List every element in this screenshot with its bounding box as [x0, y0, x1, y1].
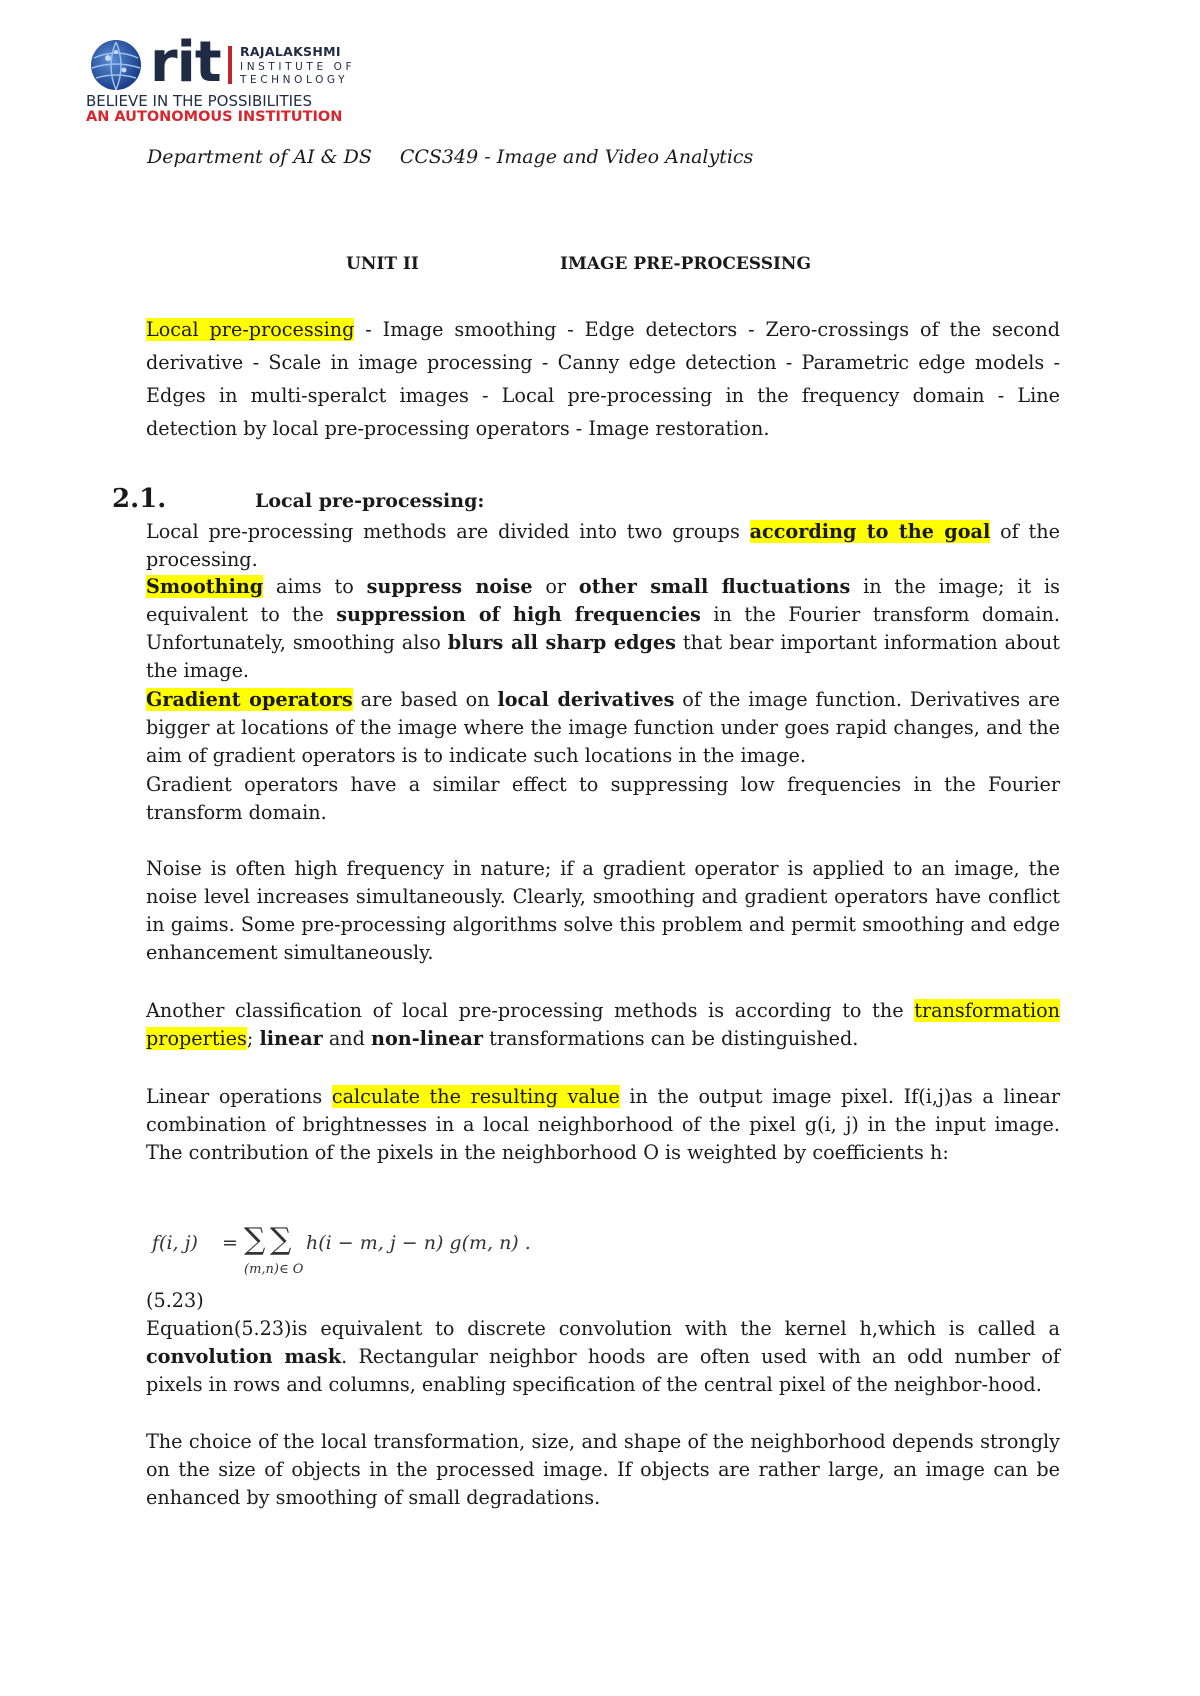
p6-text-d: transformations can be distinguished.: [482, 1027, 859, 1050]
paragraph-9: [146, 1315, 1060, 1399]
p3-highlight: Gradient operators: [146, 688, 353, 711]
p2-bold-1: suppress noise: [366, 575, 533, 598]
logo-autonomous: AN AUTONOMOUS INSTITUTION: [86, 109, 343, 125]
department-name: Department of AI & DS: [147, 146, 372, 168]
logo-name: RAJALAKSHMI: [240, 44, 341, 59]
p6-highlight: transformation properties: [146, 999, 1060, 1050]
p2-bold-4: blurs all sharp edges: [447, 631, 676, 654]
logo-separator: [228, 46, 232, 84]
institution-logo: [86, 30, 386, 126]
p2-bold-2: other small fluctuations: [578, 575, 851, 598]
p2-text-a: aims to: [263, 575, 367, 598]
convolution-equation: [152, 1222, 572, 1280]
p7-text-b: in the output image pixel. If(i,j)as a linear combination of brightnesses in a local neighborhood of the pixel g(i, j) in the input image. The contribution of the pixels in the neighborhood O is weighted by coefficients h:: [146, 1085, 1060, 1164]
p3-text-c: of the image function. Derivatives are bigger at locations of the image where the image function under goes rapid changes, and the aim of gradient operators is to indicate such locations in the image.: [146, 688, 1061, 767]
section-number: 2.1.: [112, 484, 167, 514]
p7-text-a: Linear operations: [146, 1085, 332, 1108]
logo-subtitle-2: TECHNOLOGY: [240, 74, 349, 86]
paragraph-6: [146, 997, 1060, 1053]
syllabus-paragraph: [146, 313, 1060, 445]
equation-equals: =: [222, 1232, 238, 1254]
equation-subscript: (m,n)∈ O: [244, 1262, 304, 1277]
paragraph-3: [146, 686, 1060, 770]
p6-text-b: ;: [246, 1027, 260, 1050]
p6-text-a: Another classification of local pre-processing methods is according to the: [146, 999, 915, 1022]
course-name: CCS349 - Image and Video Analytics: [399, 146, 754, 168]
unit-label: UNIT II: [346, 254, 419, 274]
p2-text-d: in the image; it is equivalent to the: [146, 575, 1060, 626]
logo-tagline: BELIEVE IN THE POSSIBILITIES: [86, 92, 313, 110]
p3-bold-1: local derivatives: [497, 688, 675, 711]
summation-symbol-2: ∑: [270, 1222, 292, 1257]
logo-brand: rit: [150, 30, 221, 95]
p1-text-a: Local pre-processing methods are divided into two groups: [146, 520, 750, 543]
header-line: [147, 146, 753, 168]
p1-text-b: of the processing.: [146, 520, 1060, 571]
paragraph-1: [146, 518, 1060, 574]
p2-text-e: in the Fourier transform domain. Unfortunately, smoothing also: [146, 603, 1060, 654]
syllabus-highlight: Local pre-processing: [146, 318, 355, 341]
p3-text-a: are based on: [352, 688, 498, 711]
p6-bold-1: linear: [259, 1027, 323, 1050]
paragraph-7: [146, 1083, 1060, 1167]
p7-highlight: calculate the resulting value: [331, 1085, 620, 1108]
paragraph-4: Gradient operators have a similar effect to suppressing low frequencies in the Fourier transform domain.: [146, 773, 1060, 824]
syllabus-text: - Image smoothing - Edge detectors - Zero-crossings of the second derivative - Scale in image processing - Canny edge detection - Parametric edge models - Edges in multi-speralct images - Local pre-processing in the frequency domain - Line detection by local pre-processing operators - Image restoration.: [146, 318, 1061, 440]
p9-text-c: . Rectangular neighbor hoods are often used with an odd number of pixels in rows and columns, enabling specification of the central pixel of the neighbor-hood.: [146, 1345, 1060, 1396]
section-title: Local pre-processing:: [255, 490, 485, 512]
paragraph-5: Noise is often high frequency in nature; if a gradient operator is applied to an image, the noise level increases simultaneously. Clearly, smoothing and gradient operators have conflict in gaims. Some pre-processing algorithms solve this problem and permit smoothing and edge enhancement simultaneously.: [146, 857, 1060, 964]
equation-rhs: h(i − m, j − n) g(m, n) .: [306, 1232, 531, 1254]
summation-symbol-1: ∑: [244, 1222, 266, 1257]
equation-lhs: f(i, j): [152, 1232, 198, 1254]
paragraph-10: The choice of the local transformation, size, and shape of the neighborhood depends strongly on the size of objects in the processed image. If objects are rather large, an image can be enhanced by smoothing of small degradations.: [146, 1430, 1060, 1509]
p2-text-f: that bear important information about the image.: [146, 631, 1060, 682]
equation-number: (5.23): [146, 1289, 204, 1312]
p9-text-a: Equation(5.23)is equivalent to discrete convolution with the kernel h,which is called a: [146, 1317, 1060, 1340]
unit-title: IMAGE PRE-PROCESSING: [560, 254, 811, 274]
p2-bold-3: suppression of high frequencies: [336, 603, 701, 626]
p6-bold-2: non-linear: [371, 1027, 483, 1050]
p2-highlight: Smoothing: [146, 575, 264, 598]
p6-text-c: and: [322, 1027, 372, 1050]
globe-icon: [86, 38, 148, 92]
p9-bold-1: convolution mask: [146, 1345, 342, 1368]
paragraph-2: [146, 573, 1060, 685]
p1-highlight: according to the goal: [749, 520, 991, 543]
p2-text-c: or: [532, 575, 579, 598]
logo-subtitle-1: INSTITUTE OF: [240, 61, 356, 73]
